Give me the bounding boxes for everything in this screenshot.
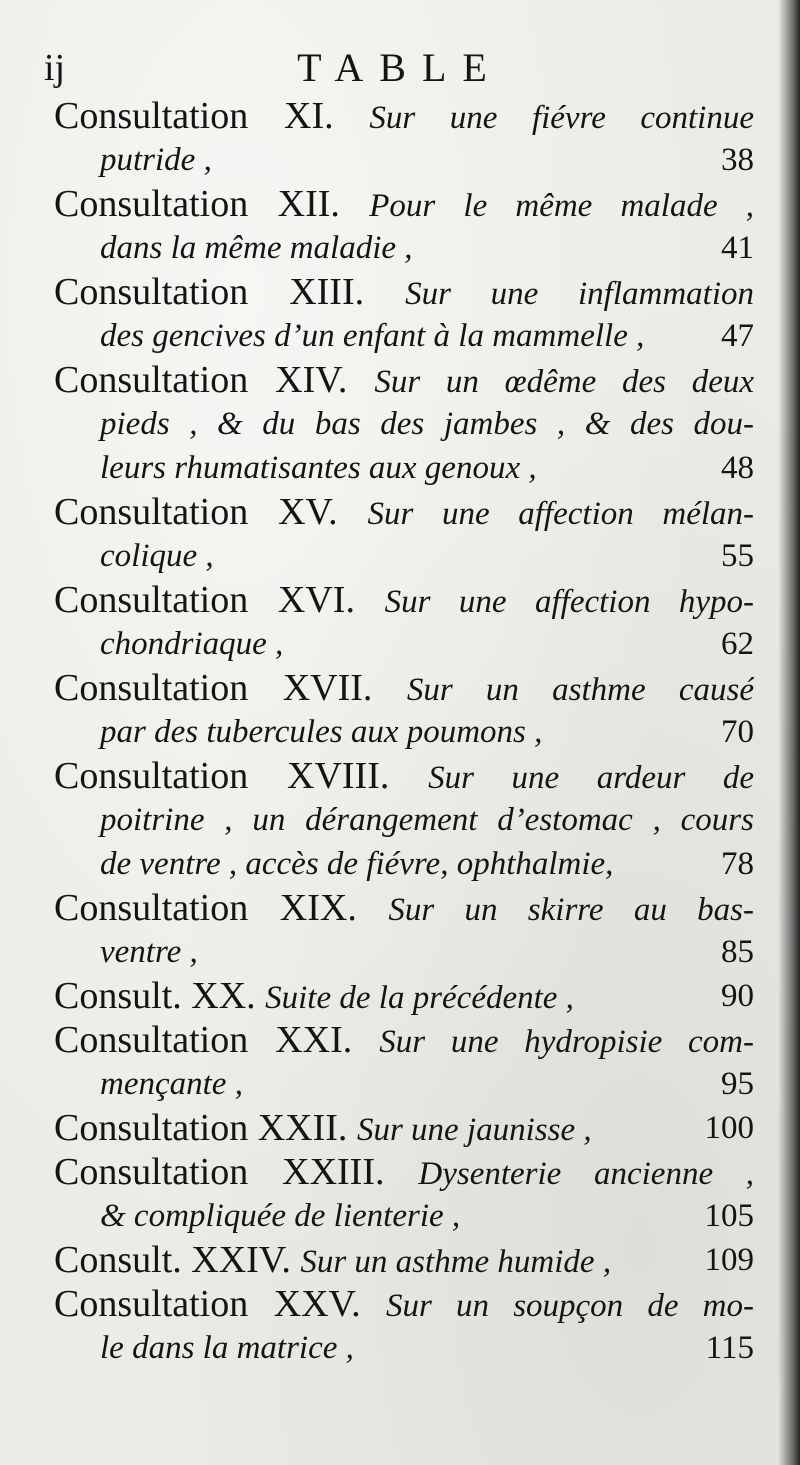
consultation-label: Consultation XII.	[54, 183, 340, 225]
toc-entry	[54, 886, 754, 974]
consultation-label: Consult. XXIV.	[54, 1239, 291, 1281]
page-number: ij	[44, 47, 66, 89]
consultation-title: Sur une ardeur de	[428, 760, 754, 796]
consultation-label: Consultation XVII.	[54, 667, 373, 709]
running-title: TABLE	[297, 45, 503, 90]
toc-entry	[54, 1238, 754, 1282]
toc-entry-line	[54, 1106, 754, 1150]
toc-entry-last-line	[54, 138, 754, 182]
toc-entry-last-line	[54, 622, 754, 666]
toc-entry	[54, 358, 754, 490]
toc-entry-line	[54, 1282, 754, 1326]
consultation-label: Consultation XXII.	[54, 1107, 348, 1149]
consultation-title-continued: putride ,	[100, 142, 212, 178]
toc-entry	[54, 1106, 754, 1150]
consultation-title-continued: pieds , & du bas des jambes , & des dou-	[100, 406, 754, 442]
toc-entry	[54, 490, 754, 578]
toc-entry-line	[54, 1238, 754, 1282]
consultation-title: Sur un soupçon de mo-	[386, 1288, 754, 1324]
page-ref: 85	[721, 934, 754, 970]
toc-entry-last-line	[54, 446, 754, 490]
toc-entry-text	[54, 1238, 611, 1282]
consultation-title: Sur une affection mélan-	[367, 496, 754, 532]
toc-entry-last-line	[54, 710, 754, 754]
consultation-title: Sur un œdême des deux	[374, 364, 754, 400]
toc-entry-line	[54, 754, 754, 798]
page-ref: 48	[721, 450, 754, 486]
page-ref: 62	[721, 626, 754, 662]
toc-entry-last-line	[54, 930, 754, 974]
page-ref: 95	[721, 1066, 754, 1102]
toc-entry-line	[54, 94, 754, 138]
consultation-title: Sur un skirre au bas-	[388, 892, 754, 928]
consultation-title-continued: & compliquée de lienterie ,	[100, 1198, 461, 1234]
consultation-title-continued: mençante ,	[100, 1066, 243, 1102]
consultation-title: Sur une jaunisse ,	[356, 1112, 592, 1148]
toc-entry-line	[54, 1018, 754, 1062]
consultation-title: Sur une affection hypo-	[384, 584, 754, 620]
consultation-title-continued: ventre ,	[100, 934, 198, 970]
consultation-title-continued: poitrine , un dérangement d’estomac , cours	[100, 802, 754, 838]
toc-entry-line	[54, 1150, 754, 1194]
consultation-label: Consultation XVIII.	[54, 755, 390, 797]
consultation-title: Sur un asthme causé	[406, 672, 754, 708]
toc-entry-line	[54, 886, 754, 930]
consultation-title: Sur une inflammation	[405, 276, 754, 312]
consultation-title: Suite de la précédente ,	[265, 980, 574, 1016]
table-of-contents	[54, 94, 754, 1370]
consultation-label: Consultation XV.	[54, 491, 338, 533]
toc-entry-last-line	[54, 226, 754, 270]
toc-entry-last-line	[54, 314, 754, 358]
toc-entry-text	[54, 974, 574, 1018]
toc-entry-line	[54, 270, 754, 314]
consultation-label: Consultation XXIII.	[54, 1151, 385, 1193]
consultation-title: Sur une fiévre continue	[369, 100, 754, 136]
toc-entry-last-line	[54, 842, 754, 886]
page-ref: 105	[704, 1198, 754, 1234]
consultation-title-continued: leurs rhumatisantes aux genoux ,	[100, 450, 537, 486]
consultation-title: Sur un asthme humide ,	[300, 1244, 612, 1280]
consultation-label: Consultation XIX.	[54, 887, 357, 929]
consultation-label: Consultation XI.	[54, 95, 334, 137]
toc-entry	[54, 270, 754, 358]
toc-entry	[54, 182, 754, 270]
toc-entry-line	[54, 358, 754, 402]
consultation-title-continued: colique ,	[100, 538, 214, 574]
consultation-label: Consultation XXV.	[54, 1283, 361, 1325]
toc-entry-line	[54, 974, 754, 1018]
page-ref: 55	[721, 538, 754, 574]
consultation-label: Consultation XVI.	[54, 579, 355, 621]
toc-entry-line	[54, 182, 754, 226]
consultation-title-continued: par des tubercules aux poumons ,	[100, 714, 543, 750]
consultation-title-continued: le dans la matrice ,	[100, 1330, 354, 1366]
consultation-title-continued: chondriaque ,	[100, 626, 284, 662]
consultation-title: Pour le même malade ,	[369, 188, 754, 224]
toc-entry-last-line	[54, 1194, 754, 1238]
page-ref: 90	[721, 978, 754, 1014]
consultation-title: Sur une hydropisie com-	[379, 1024, 754, 1060]
page-ref: 100	[704, 1110, 754, 1146]
consultation-label: Consultation XXI.	[54, 1019, 353, 1061]
page-ref: 38	[721, 142, 754, 178]
toc-entry-last-line	[54, 1326, 754, 1370]
page-ref: 115	[705, 1330, 754, 1366]
toc-entry-line	[54, 490, 754, 534]
consultation-label: Consultation XIV.	[54, 359, 348, 401]
toc-entry-last-line	[54, 1062, 754, 1106]
page-ref: 70	[721, 714, 754, 750]
consultation-title-continued: dans la même maladie ,	[100, 230, 413, 266]
toc-entry-text	[54, 1106, 592, 1150]
toc-entry	[54, 1150, 754, 1238]
toc-entry	[54, 974, 754, 1018]
toc-entry	[54, 666, 754, 754]
consultation-label: Consult. XX.	[54, 975, 256, 1017]
consultation-title-continued: des gencives d’un enfant à la mammelle ,	[100, 318, 645, 354]
toc-entry	[54, 1282, 754, 1370]
consultation-title: Dysenterie ancienne ,	[418, 1156, 754, 1192]
page-header	[44, 42, 756, 102]
consultation-label: Consultation XIII.	[54, 271, 365, 313]
toc-entry	[54, 94, 754, 182]
toc-entry-line	[54, 578, 754, 622]
toc-entry-line	[54, 666, 754, 710]
toc-entry	[54, 1018, 754, 1106]
toc-entry	[54, 578, 754, 666]
page-ref: 109	[704, 1242, 754, 1278]
page-ref: 47	[721, 318, 754, 354]
toc-entry-last-line	[54, 534, 754, 578]
page-edge-shadow	[778, 0, 800, 1465]
toc-entry	[54, 754, 754, 886]
page-ref: 78	[721, 846, 754, 882]
page-ref: 41	[721, 230, 754, 266]
consultation-title-continued: de ventre , accès de fiévre, ophthalmie,	[100, 846, 614, 882]
